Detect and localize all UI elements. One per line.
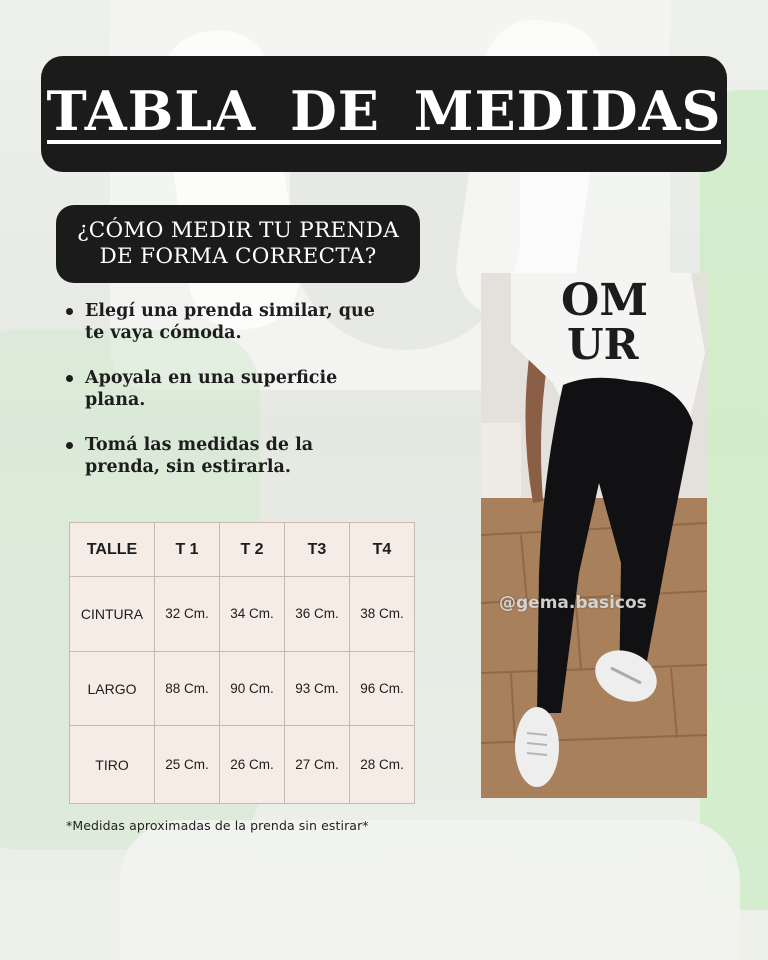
table-header-row xyxy=(70,523,415,577)
instruction-item: Elegí una prenda similar, que te vaya cómoda. xyxy=(62,300,392,344)
footnote: *Medidas aproximadas de la prenda sin estirar* xyxy=(66,818,369,833)
subtitle-line-1: ¿CÓMO MEDIR TU PRENDA xyxy=(76,218,400,243)
instruction-item: Tomá las medidas de la prenda, sin estirarla. xyxy=(62,434,392,478)
page-title: TABLA DE MEDIDAS xyxy=(46,79,722,143)
table-cell: 88 Cm. xyxy=(155,652,220,726)
table-header: T4 xyxy=(350,523,415,577)
table-cell: 27 Cm. xyxy=(285,726,350,804)
row-label: TIRO xyxy=(70,726,155,804)
bg-bottom-fabric xyxy=(120,820,740,960)
subtitle xyxy=(77,218,399,270)
watermark: @gema.basicos xyxy=(499,593,647,613)
table-cell: 34 Cm. xyxy=(220,577,285,652)
shirt-print-line2: UR xyxy=(567,320,639,369)
table-cell: 36 Cm. xyxy=(285,577,350,652)
table-header: T 2 xyxy=(220,523,285,577)
table-header: T 1 xyxy=(155,523,220,577)
table-row xyxy=(70,652,415,726)
instructions-list xyxy=(62,300,392,501)
table-cell: 28 Cm. xyxy=(350,726,415,804)
photo-illustration xyxy=(481,273,707,798)
shirt-print-line1: OM xyxy=(561,275,649,326)
table-cell: 26 Cm. xyxy=(220,726,285,804)
instruction-item: Apoyala en una superficie plana. xyxy=(62,367,392,411)
table-cell: 32 Cm. xyxy=(155,577,220,652)
table-header: TALLE xyxy=(70,523,155,577)
size-table xyxy=(69,522,415,804)
table-header: T3 xyxy=(285,523,350,577)
table-cell: 25 Cm. xyxy=(155,726,220,804)
table-row xyxy=(70,726,415,804)
subtitle-line-2: DE FORMA CORRECTA? xyxy=(99,244,377,269)
bg-green-right xyxy=(700,90,768,910)
title-banner xyxy=(41,56,727,172)
table-cell: 93 Cm. xyxy=(285,652,350,726)
row-label: LARGO xyxy=(70,652,155,726)
table-row xyxy=(70,577,415,652)
table-cell: 90 Cm. xyxy=(220,652,285,726)
product-photo xyxy=(481,273,707,798)
table-cell: 38 Cm. xyxy=(350,577,415,652)
subtitle-banner xyxy=(56,205,420,283)
table-cell: 96 Cm. xyxy=(350,652,415,726)
row-label: CINTURA xyxy=(70,577,155,652)
